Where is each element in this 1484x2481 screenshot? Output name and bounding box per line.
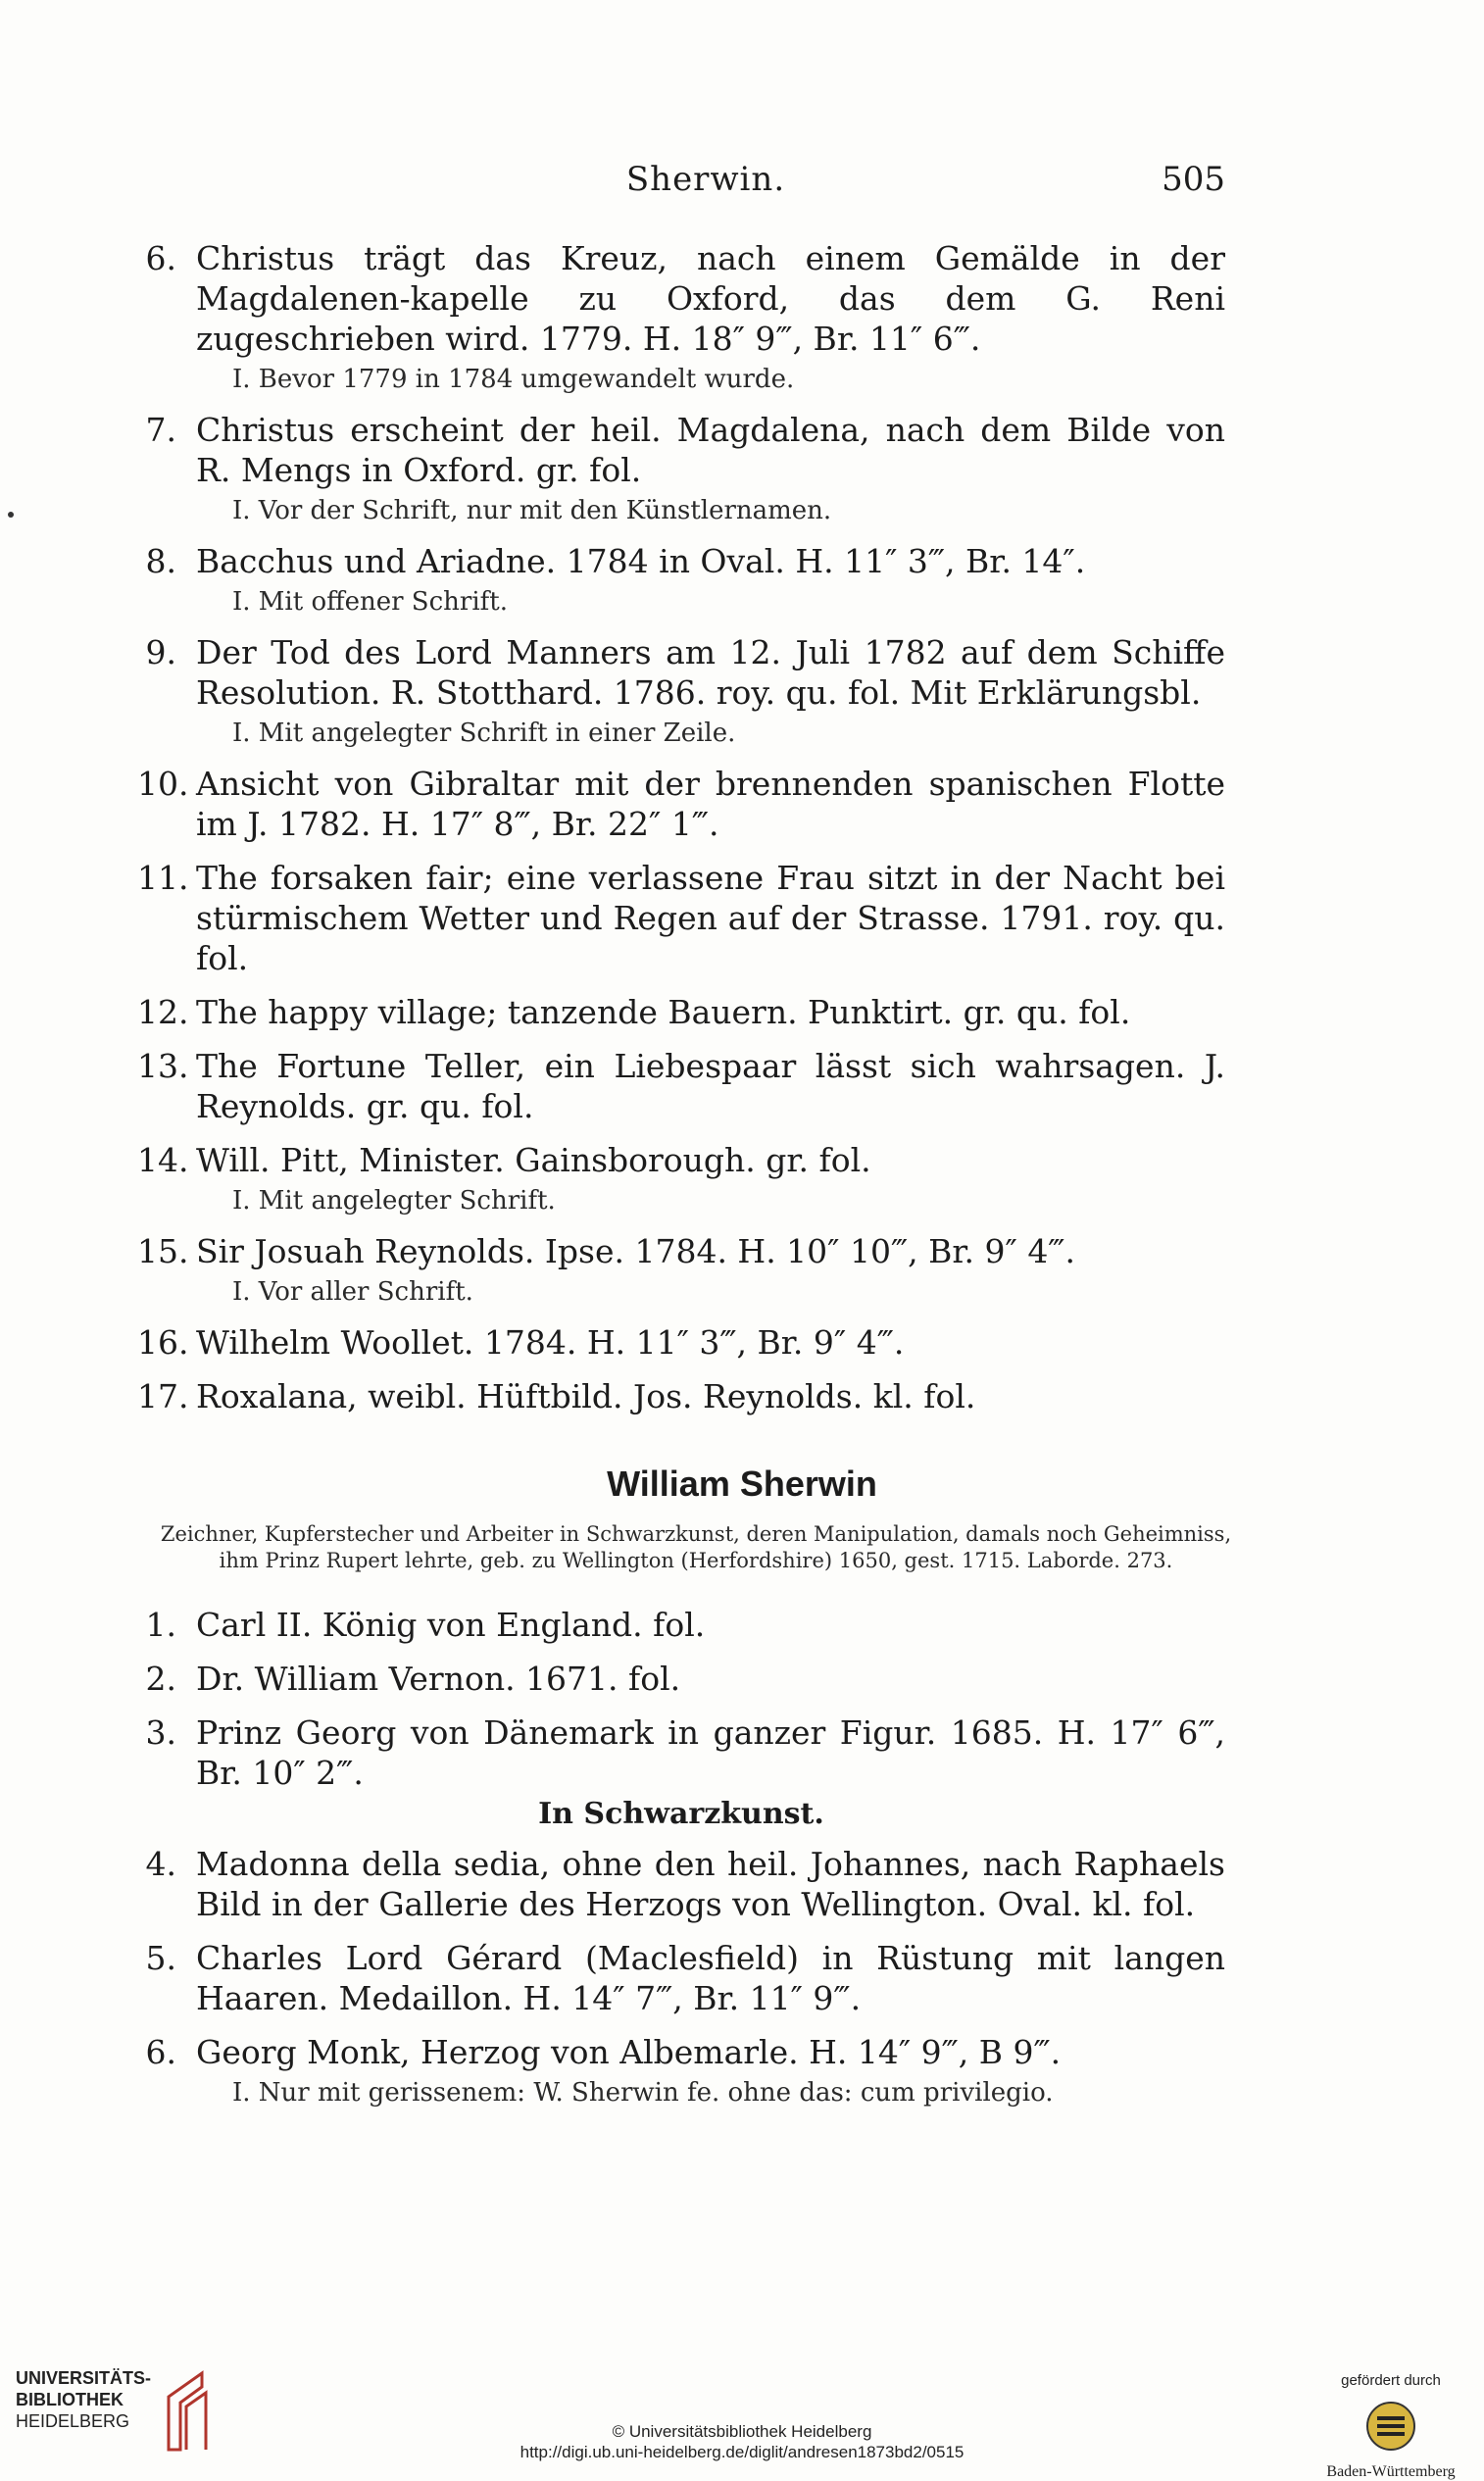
entry-number: 6. (145, 2033, 176, 2071)
catalog-entry (137, 1376, 1225, 1416)
entry-text: Wilhelm Woollet. 1784. H. 11″ 3‴, Br. 9″ 4‴. (196, 1323, 905, 1362)
catalog-entry (137, 1605, 1225, 1645)
catalog-entry (137, 764, 1225, 844)
catalog-entry (137, 1659, 1225, 1699)
catalog-entry (137, 238, 1225, 359)
entry-number: 4. (145, 1845, 176, 1883)
library-name-line: UNIVERSITÄTS- (16, 2368, 152, 2388)
entry-text: Christus trägt das Kreuz, nach einem Gemälde in der Magdalenen-kapelle zu Oxford, das dem G. Reni zugeschrieben wird. 1779. H. 18″ 9‴, Br. 11″ 6‴. (196, 239, 1225, 358)
catalog-entry (137, 1844, 1225, 1924)
section-title: William Sherwin (607, 1464, 877, 1504)
entry-number: 15. (137, 1232, 189, 1270)
library-emblem-icon (163, 2367, 212, 2456)
funder-name: Baden-Württemberg (1326, 2463, 1456, 2480)
library-logo (16, 2367, 212, 2475)
entry-text: Bacchus und Ariadne. 1784 in Oval. H. 11″ 3‴, Br. 14″. (196, 542, 1086, 580)
section-intro: Zeichner, Kupferstecher und Arbeiter in Schwarzkunst, deren Manipulation, damals noch Geheimniss, ihm Prinz Rupert lehrte, geb. zu Wellington (Herfordshire) 1650, gest. 1715. Laborde. 273. (160, 1522, 1232, 1572)
entry-note: I. Bevor 1779 in 1784 umgewandelt wurde. (232, 365, 795, 394)
entry-text: Carl II. König von England. fol. (196, 1606, 706, 1644)
margin-mark (8, 512, 14, 518)
entry-number: 3. (145, 1713, 176, 1752)
entry-text: The forsaken fair; eine verlassene Frau sitzt in der Nacht bei stürmischem Wetter und Regen auf der Strasse. 1791. roy. qu. fol. (196, 859, 1225, 977)
funded-by-label: gefördert durch (1341, 2372, 1441, 2389)
entry-text: The happy village; tanzende Bauern. Punktirt. gr. qu. fol. (196, 993, 1131, 1031)
library-name-line: BIBLIOTHEK (16, 2390, 124, 2409)
library-name-line: HEIDELBERG (16, 2411, 130, 2431)
entry-note: I. Vor der Schrift, nur mit den Künstlernamen. (232, 496, 832, 525)
source-url[interactable]: http://digi.ub.uni-heidelberg.de/diglit/andresen1873bd2/0515 (519, 2443, 965, 2461)
entry-number: 2. (145, 1660, 176, 1698)
entry-text: Prinz Georg von Dänemark in ganzer Figur. 1685. H. 17″ 6‴, Br. 10″ 2‴. (196, 1713, 1225, 1792)
catalog-entry (137, 541, 1225, 581)
entry-text: Madonna della sedia, ohne den heil. Johannes, nach Raphaels Bild in der Gallerie des Herzogs von Wellington. Oval. kl. fol. (196, 1845, 1225, 1923)
entry-note: I. Mit angelegter Schrift. (232, 1186, 556, 1216)
page-header (186, 160, 1225, 209)
entry-text: Will. Pitt, Minister. Gainsborough. gr. fol. (196, 1141, 871, 1179)
entry-number: 16. (137, 1323, 189, 1362)
entry-note: I. Mit offener Schrift. (232, 587, 508, 617)
subsection-heading: In Schwarzkunst. (538, 1797, 824, 1831)
entry-text: Charles Lord Gérard (Maclesfield) in Rüstung mit langen Haaren. Medaillon. H. 14″ 7‴, Br. 11″ 9‴. (196, 1939, 1225, 2017)
entry-text: Ansicht von Gibraltar mit der brennenden spanischen Flotte im J. 1782. H. 17″ 8‴, Br. 22″ 1‴. (196, 765, 1225, 843)
entry-number: 13. (137, 1047, 189, 1085)
catalog-entry (137, 1231, 1225, 1271)
catalog-entry (137, 1046, 1225, 1126)
catalog-entry (137, 1712, 1225, 1793)
entry-number: 1. (145, 1606, 176, 1644)
catalog-list-b (137, 1605, 1225, 2123)
entry-note: I. Vor aller Schrift. (232, 1277, 473, 1307)
catalog-entry (137, 1140, 1225, 1180)
catalog-entry (137, 632, 1225, 713)
entry-text: Der Tod des Lord Manners am 12. Juli 1782 auf dem Schiffe Resolution. R. Stotthard. 1786. roy. qu. fol. Mit Erklärungsbl. (196, 633, 1225, 712)
entry-number: 6. (145, 239, 176, 277)
entry-note: I. Mit angelegter Schrift in einer Zeile. (232, 719, 736, 748)
footer-credits (392, 2421, 1092, 2462)
entry-number: 14. (137, 1141, 189, 1179)
entry-number: 11. (137, 859, 189, 897)
catalog-entry (137, 992, 1225, 1032)
entry-number: 10. (137, 765, 189, 803)
page-number: 505 (1162, 160, 1225, 199)
catalog-entry (137, 858, 1225, 978)
entry-number: 12. (137, 993, 189, 1031)
catalog-entry (137, 2032, 1225, 2072)
entry-text: Sir Josuah Reynolds. Ipse. 1784. H. 10″ 10‴, Br. 9″ 4‴. (196, 1232, 1075, 1270)
entry-number: 9. (145, 633, 176, 671)
funding-badge (1317, 2372, 1464, 2481)
catalog-entry (137, 1322, 1225, 1363)
running-title: Sherwin. (625, 160, 786, 199)
entry-number: 17. (137, 1377, 189, 1415)
entry-text: Christus erscheint der heil. Magdalena, nach dem Bilde von R. Mengs in Oxford. gr. fol. (196, 411, 1225, 489)
entry-text: Roxalana, weibl. Hüftbild. Jos. Reynolds. kl. fol. (196, 1377, 976, 1415)
entry-number: 8. (145, 542, 176, 580)
entry-note: I. Nur mit gerissenem: W. Sherwin fe. ohne das: cum privilegio. (232, 2078, 1054, 2108)
entry-text: The Fortune Teller, ein Liebespaar lässt sich wahrsagen. J. Reynolds. gr. qu. fol. (196, 1047, 1225, 1125)
entry-text: Georg Monk, Herzog von Albemarle. H. 14″ 9‴, B 9‴. (196, 2033, 1062, 2071)
entry-text: Dr. William Vernon. 1671. fol. (196, 1660, 681, 1698)
catalog-entry (137, 410, 1225, 490)
entry-number: 7. (145, 411, 176, 449)
catalog-list-a (137, 238, 1225, 1430)
coat-of-arms-icon (1361, 2397, 1420, 2456)
catalog-entry (137, 1938, 1225, 2018)
entry-number: 5. (145, 1939, 176, 1977)
copyright-text: © Universitätsbibliothek Heidelberg (612, 2422, 872, 2441)
